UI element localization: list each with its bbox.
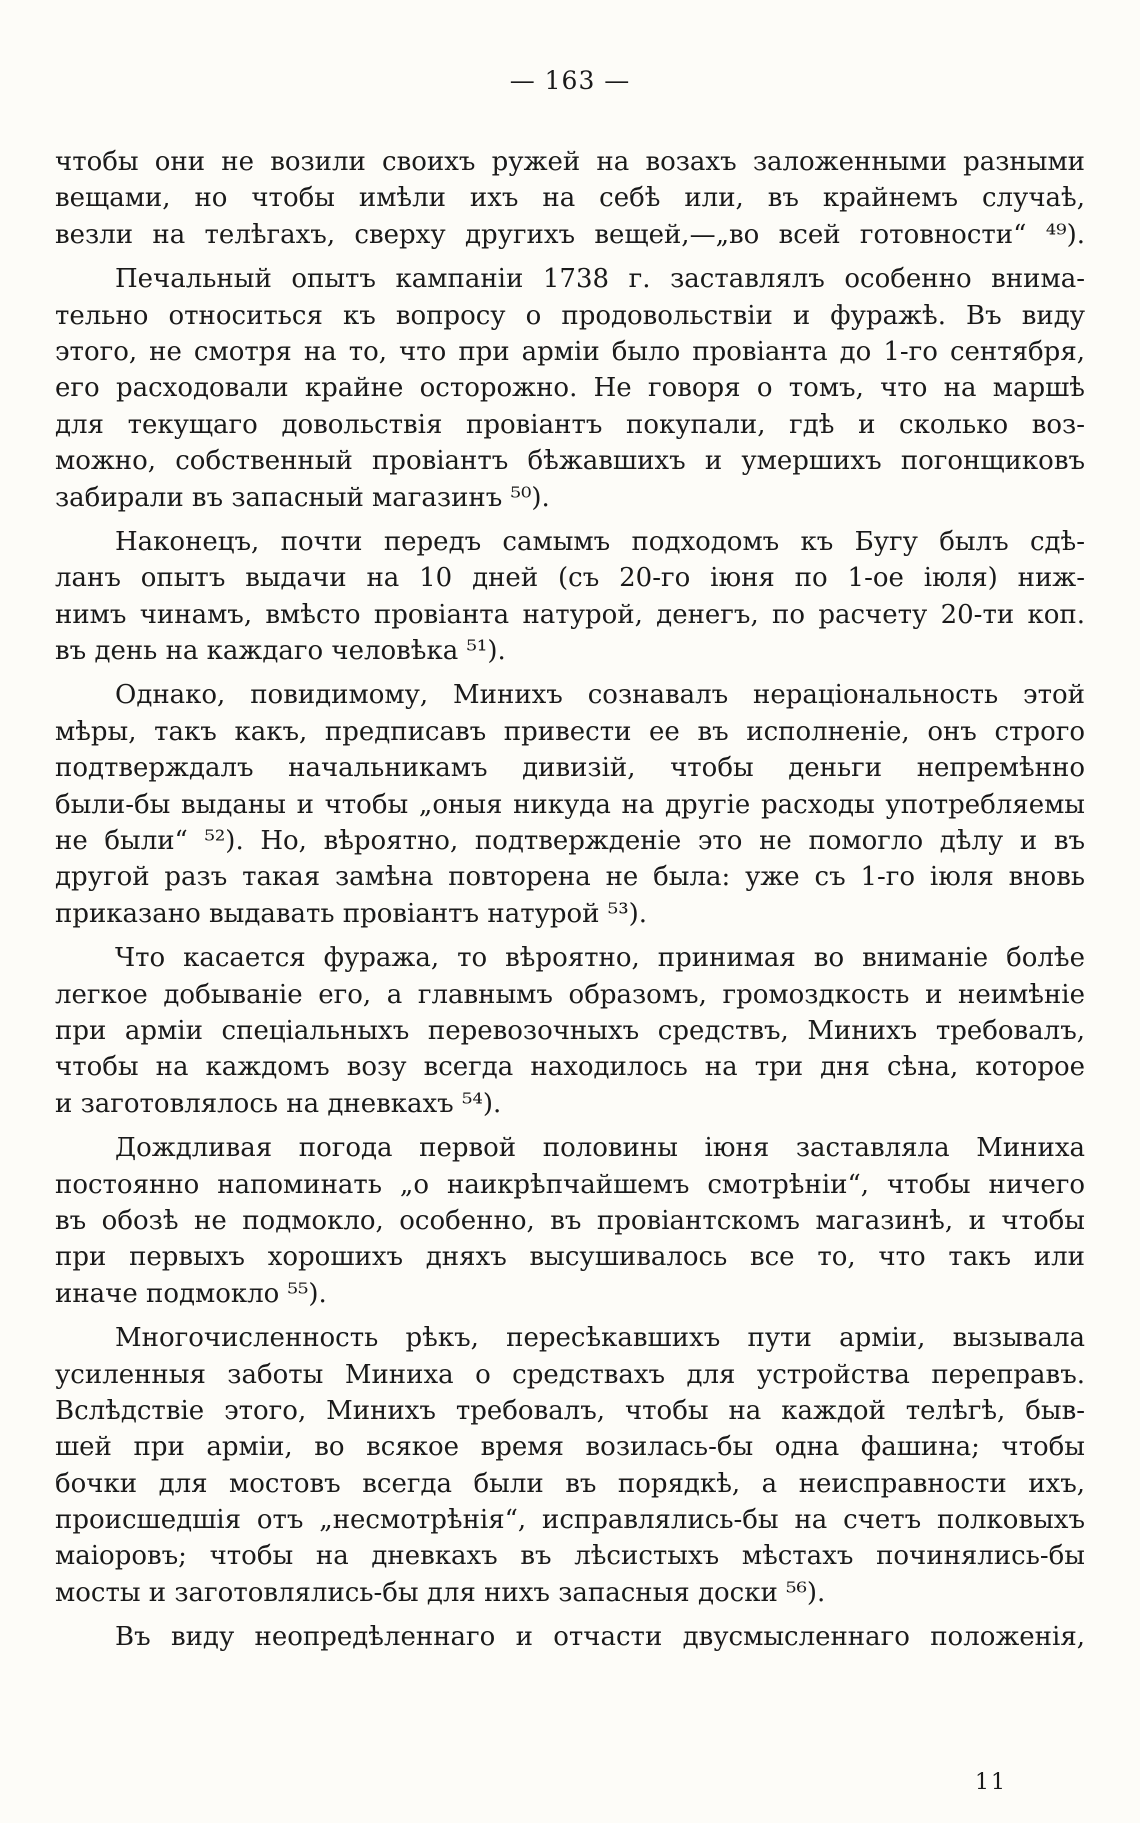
text-line: Въ виду неопредѣленнаго и отчасти двусмысленнаго положенія,	[115, 1622, 1085, 1653]
text-line: везли на телѣгахъ, сверху другихъ вещей,—„во всей готовности“ ⁴⁹).	[55, 219, 1085, 250]
text-line: Однако, повидимому, Минихъ сознавалъ нераціональность этой	[115, 680, 1085, 711]
text-line: при первыхъ хорошихъ дняхъ высушивалось все то, что такъ или	[55, 1242, 1085, 1273]
paragraph	[55, 1130, 1085, 1312]
text-line: вещами, но чтобы имѣли ихъ на себѣ или, въ крайнемъ случаѣ,	[55, 183, 1085, 214]
text-line: Дождливая погода первой половины іюня заставляла Миниха	[115, 1133, 1085, 1164]
text-line: происшедшія отъ „несмотрѣнія“, исправлялись-бы на счетъ полковыхъ	[55, 1505, 1085, 1536]
text-line: тельно относиться къ вопросу о продовольствіи и фуражѣ. Въ виду	[55, 300, 1085, 331]
text-line: бочки для мостовъ всегда были въ порядкѣ, а неисправности ихъ,	[55, 1468, 1085, 1499]
text-line: и заготовлялось на дневкахъ ⁵⁴).	[55, 1088, 502, 1119]
page-number: — 163 —	[509, 66, 631, 95]
text-line: маіоровъ; чтобы на дневкахъ въ лѣсистыхъ мѣстахъ починялись-бы	[55, 1541, 1085, 1572]
text-line: мѣры, такъ какъ, предписавъ привести ее въ исполненіе, онъ строго	[55, 716, 1085, 747]
text-line: иначе подмокло ⁵⁵).	[55, 1278, 327, 1309]
text-line: для текущаго довольствія провіантъ покупали, гдѣ и сколько воз-	[55, 409, 1085, 440]
text-line: подтверждалъ начальникамъ дивизій, чтобы деньги непремѣнно	[55, 753, 1085, 784]
text-line: Вслѣдствіе этого, Минихъ требовалъ, чтобы на каждой телѣгѣ, быв-	[55, 1395, 1085, 1426]
text-line: въ обозѣ не подмокло, особенно, въ провіантскомъ магазинѣ, и чтобы	[55, 1205, 1085, 1236]
text-line: Печальный опытъ кампаніи 1738 г. заставлялъ особенно внима-	[115, 264, 1085, 295]
text-line: Наконецъ, почти передъ самымъ подходомъ къ Бугу былъ сдѣ-	[115, 526, 1085, 557]
paragraph	[55, 940, 1085, 1122]
text-line: чтобы они не возили своихъ ружей на возахъ заложенными разными	[55, 147, 1085, 177]
text-line: другой разъ такая замѣна повторена не была: уже съ 1-го іюля вновь	[55, 862, 1085, 893]
text-line: легкое добываніе его, а главнымъ образомъ, громоздкость и неимѣніе	[55, 979, 1085, 1010]
paragraph	[55, 261, 1085, 516]
text-line: можно, собственный провіантъ бѣжавшихъ и умершихъ погонщиковъ	[55, 446, 1085, 477]
text-line: постоянно напоминать „о наикрѣпчайшемъ смотрѣніи“, чтобы ничего	[55, 1169, 1085, 1200]
text-line: забирали въ запасный магазинъ ⁵⁰).	[55, 482, 550, 513]
text-line: Многочисленность рѣкъ, пересѣкавшихъ пути арміи, вызывала	[115, 1323, 1085, 1354]
paragraph	[55, 1320, 1085, 1611]
text-line: въ день на каждаго человѣка ⁵¹).	[55, 636, 506, 667]
paragraph	[55, 144, 1085, 253]
text-line: его расходовали крайне осторожно. Не говоря о томъ, что на маршѣ	[55, 373, 1085, 404]
text-line: этого, не смотря на то, что при арміи было провіанта до 1-го сентября,	[55, 336, 1085, 367]
text-line: не были“ ⁵²). Но, вѣроятно, подтвержденіе это не помогло дѣлу и въ	[55, 826, 1085, 857]
text-line: ланъ опытъ выдачи на 10 дней (съ 20-го іюня по 1-ое іюля) ниж-	[55, 563, 1085, 594]
signature-mark: 11	[975, 1770, 1007, 1795]
text-line: нимъ чинамъ, вмѣсто провіанта натурой, денегъ, по расчету 20-ти коп.	[55, 599, 1085, 630]
text-line: усиленныя заботы Миниха о средствахъ для устройства переправъ.	[55, 1359, 1085, 1390]
text-line: Что касается фуража, то вѣроятно, принимая во вниманіе болѣе	[115, 943, 1085, 974]
text-line: мосты и заготовлялись-бы для нихъ запасныя доски ⁵⁶).	[55, 1577, 826, 1608]
text-line: при арміи спеціальныхъ перевозочныхъ средствъ, Минихъ требовалъ,	[55, 1015, 1085, 1046]
text-line: шей при арміи, во всякое время возилась-бы одна фашина; чтобы	[55, 1432, 1085, 1463]
paragraph	[55, 1619, 1085, 1655]
paragraph	[55, 677, 1085, 932]
paragraph	[55, 524, 1085, 670]
text-line: приказано выдавать провіантъ натурой ⁵³).	[55, 898, 648, 929]
text-line: были-бы выданы и чтобы „оныя никуда на другіе расходы употребляемы	[55, 789, 1085, 820]
text-line: чтобы на каждомъ возу всегда находилось на три дня сѣна, которое	[55, 1052, 1085, 1083]
body-text	[55, 144, 1085, 1664]
